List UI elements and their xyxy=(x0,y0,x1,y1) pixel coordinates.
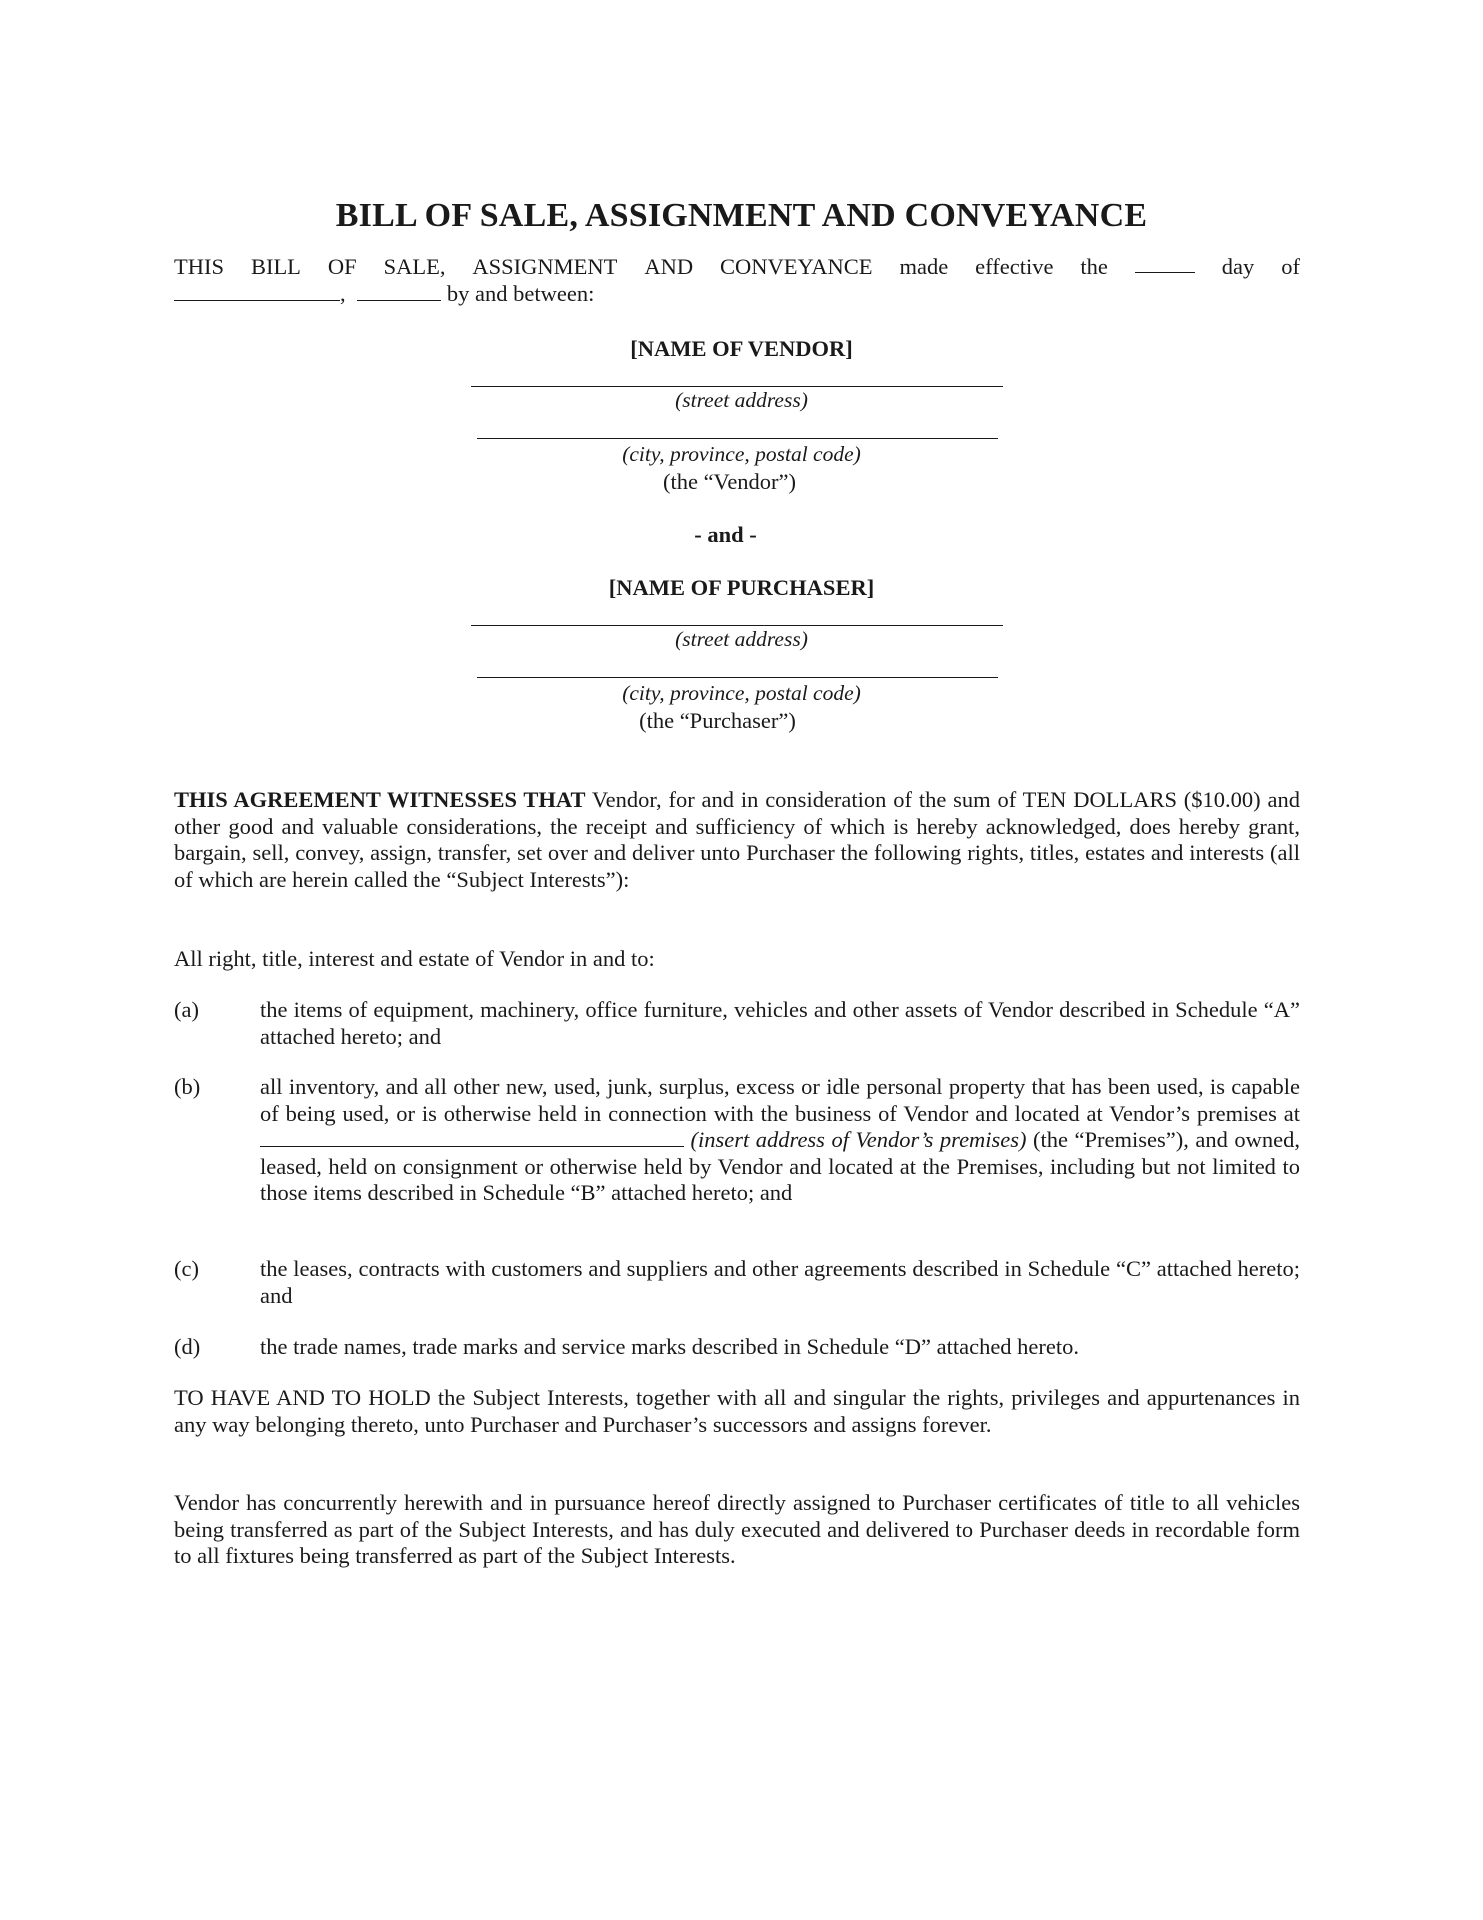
purchaser-street-line[interactable] xyxy=(471,625,1003,626)
intro-line-1 xyxy=(174,254,1300,281)
intro-word: OF xyxy=(327,254,357,279)
intro-word: day xyxy=(1221,254,1255,279)
item-label: (c) xyxy=(174,1256,199,1281)
year-blank[interactable] xyxy=(357,282,441,301)
purchaser-name: [NAME OF PURCHASER] xyxy=(608,575,875,600)
item-text: the items of equipment, machinery, office furniture, vehicles and other assets of Vendor described in Schedule “A” attached hereto; and xyxy=(260,997,1300,1049)
intro-word: SALE, xyxy=(383,254,446,279)
item-text xyxy=(260,1074,1300,1207)
habendum-paragraph: TO HAVE AND TO HOLD the Subject Interests, together with all and singular the rights, privileges and appurtenances in any way belonging thereto, unto Purchaser and Purchaser’s successors and assigns forever. xyxy=(174,1385,1300,1437)
intro-word: BILL xyxy=(250,254,301,279)
intro-word: effective xyxy=(975,254,1054,279)
by-and-between: by and between: xyxy=(446,281,595,306)
item-text: the leases, contracts with customers and suppliers and other agreements described in Schedule “C” attached hereto; and xyxy=(260,1256,1300,1308)
item-b-text-before: all inventory, and all other new, used, junk, surplus, excess or idle personal property that has been used, is capable of being used, or is otherwise held in connection with the business of Vendor and located at Vendor’s premises at xyxy=(260,1074,1300,1126)
intro-word: the xyxy=(1080,254,1108,279)
intro-line-2 xyxy=(174,281,594,308)
intro-comma: , xyxy=(340,281,346,306)
intro-word: ASSIGNMENT xyxy=(472,254,618,279)
intro-word: AND xyxy=(644,254,694,279)
certificates-paragraph: Vendor has concurrently herewith and in pursuance hereof directly assigned to Purchaser certificates of title to all vehicles being transferred as part of the Subject Interests, and has duly executed and delivered to Purchaser deeds in recordable form to all fixtures being transferred as part of the Subject Interests. xyxy=(174,1490,1300,1568)
intro-word: THIS xyxy=(174,254,224,279)
intro-word: CONVEYANCE xyxy=(720,254,873,279)
vendor-defined-as: (the “Vendor”) xyxy=(662,469,797,494)
witnesses-text: Vendor, for and in consideration of the sum of TEN DOLLARS ($10.00) and other good and valuable considerations, the receipt and sufficiency of which is hereby acknowledged, does hereby grant, bargain, sell, convey, assign, transfer, set over and deliver unto Purchaser the following rights, titles, estates and interests (all of which are herein called the “Subject Interests”): xyxy=(174,787,1300,892)
witnesses-lead: THIS AGREEMENT WITNESSES THAT xyxy=(174,787,586,812)
and-separator: - and - xyxy=(694,522,757,547)
all-right-line: All right, title, interest and estate of Vendor in and to: xyxy=(174,946,655,971)
vendor-street-label: (street address) xyxy=(675,388,808,412)
insert-note: (insert address of Vendor’s premises) xyxy=(690,1127,1027,1152)
item-label: (a) xyxy=(174,997,199,1022)
purchaser-city-line[interactable] xyxy=(477,677,998,678)
vendor-street-line[interactable] xyxy=(471,386,1003,387)
vendor-city-label: (city, province, postal code) xyxy=(622,442,861,466)
month-blank[interactable] xyxy=(174,282,340,301)
purchaser-defined-as: (the “Purchaser”) xyxy=(639,708,796,733)
premises-address-blank[interactable] xyxy=(260,1128,684,1147)
intro-word: made xyxy=(899,254,949,279)
item-b-text-after: (the “Premises”), and owned, leased, held on consignment or otherwise held by Vendor and located at the Premises, including but not limited to those items described in Schedule “B” attached hereto; and xyxy=(260,1127,1300,1205)
vendor-name: [NAME OF VENDOR] xyxy=(630,336,853,361)
vendor-city-line[interactable] xyxy=(477,438,998,439)
item-label: (d) xyxy=(174,1334,201,1359)
intro-word: of xyxy=(1281,254,1300,279)
item-text: the trade names, trade marks and service marks described in Schedule “D” attached hereto. xyxy=(260,1334,1080,1359)
item-label: (b) xyxy=(174,1074,201,1099)
witnesses-paragraph xyxy=(174,787,1300,893)
document-title: BILL OF SALE, ASSIGNMENT AND CONVEYANCE xyxy=(335,197,1148,234)
purchaser-street-label: (street address) xyxy=(675,627,808,651)
purchaser-city-label: (city, province, postal code) xyxy=(622,681,861,705)
day-blank[interactable] xyxy=(1135,254,1195,273)
